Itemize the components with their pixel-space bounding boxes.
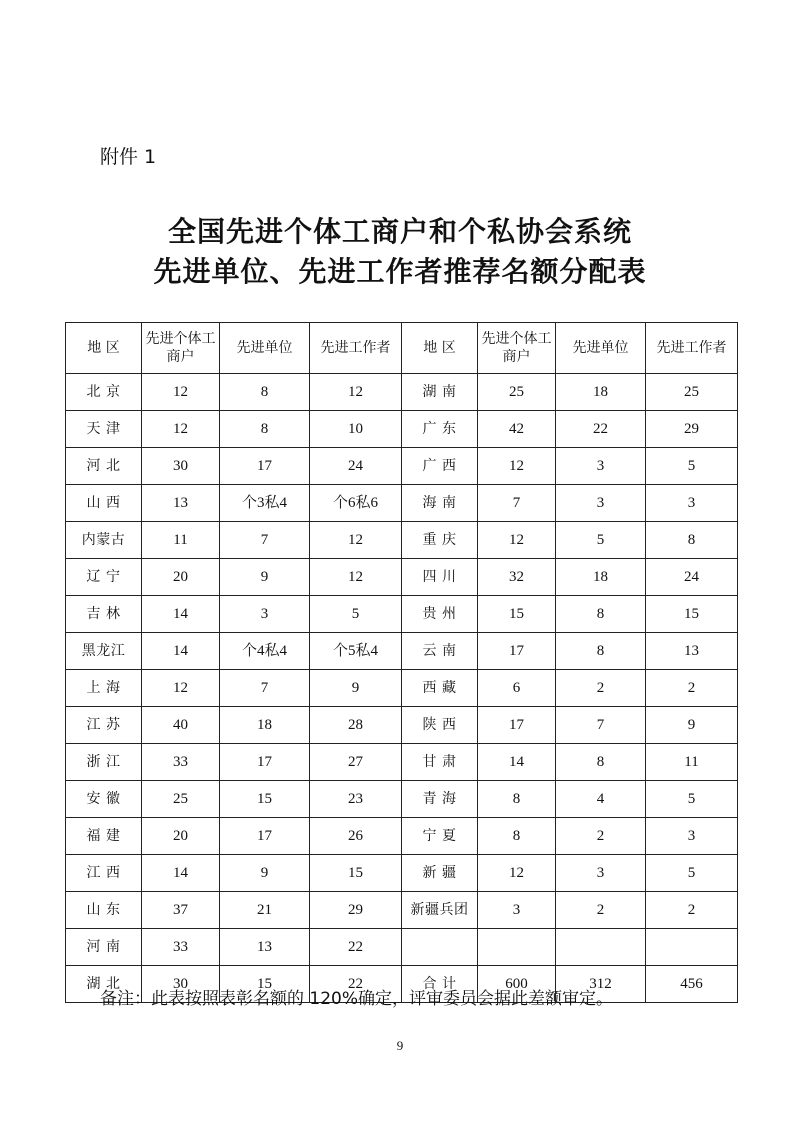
value-cell: 600 xyxy=(478,966,556,1003)
value-cell: 33 xyxy=(142,744,220,781)
value-cell: 8 xyxy=(478,818,556,855)
value-cell: 11 xyxy=(142,522,220,559)
region-cell: 宁 夏 xyxy=(402,818,478,855)
value-cell: 8 xyxy=(478,781,556,818)
value-cell xyxy=(646,929,738,966)
column-header: 先进工作者 xyxy=(310,323,402,374)
value-cell: 18 xyxy=(556,374,646,411)
value-cell: 21 xyxy=(220,892,310,929)
region-cell: 海 南 xyxy=(402,485,478,522)
value-cell: 2 xyxy=(556,892,646,929)
value-cell: 456 xyxy=(646,966,738,1003)
value-cell: 10 xyxy=(310,411,402,448)
region-cell: 青 海 xyxy=(402,781,478,818)
value-cell: 25 xyxy=(142,781,220,818)
region-cell: 河 北 xyxy=(66,448,142,485)
column-header: 先进个体工商户 xyxy=(142,323,220,374)
region-cell: 江 苏 xyxy=(66,707,142,744)
value-cell: 37 xyxy=(142,892,220,929)
value-cell: 18 xyxy=(220,707,310,744)
value-cell: 14 xyxy=(142,855,220,892)
value-cell: 5 xyxy=(646,855,738,892)
value-cell: 17 xyxy=(220,818,310,855)
value-cell: 17 xyxy=(220,744,310,781)
value-cell: 7 xyxy=(220,522,310,559)
region-cell: 浙 江 xyxy=(66,744,142,781)
table-row xyxy=(66,448,738,485)
region-cell: 甘 肃 xyxy=(402,744,478,781)
value-cell: 3 xyxy=(220,596,310,633)
value-cell: 30 xyxy=(142,448,220,485)
region-cell: 河 南 xyxy=(66,929,142,966)
value-cell: 5 xyxy=(556,522,646,559)
region-cell: 江 西 xyxy=(66,855,142,892)
table-row xyxy=(66,892,738,929)
value-cell: 30 xyxy=(142,966,220,1003)
value-cell: 14 xyxy=(478,744,556,781)
region-cell: 广 西 xyxy=(402,448,478,485)
region-cell: 山 西 xyxy=(66,485,142,522)
value-cell: 4 xyxy=(556,781,646,818)
value-cell: 15 xyxy=(310,855,402,892)
value-cell: 22 xyxy=(556,411,646,448)
value-cell: 22 xyxy=(310,929,402,966)
value-cell: 17 xyxy=(478,633,556,670)
value-cell: 7 xyxy=(220,670,310,707)
table-row xyxy=(66,929,738,966)
value-cell: 12 xyxy=(310,374,402,411)
value-cell: 24 xyxy=(310,448,402,485)
page-number: 9 xyxy=(396,1038,404,1053)
value-cell: 9 xyxy=(220,559,310,596)
value-cell: 25 xyxy=(478,374,556,411)
region-cell: 贵 州 xyxy=(402,596,478,633)
value-cell: 20 xyxy=(142,559,220,596)
value-cell: 12 xyxy=(310,522,402,559)
value-cell: 40 xyxy=(142,707,220,744)
value-cell: 17 xyxy=(220,448,310,485)
value-cell: 13 xyxy=(646,633,738,670)
table-row xyxy=(66,374,738,411)
value-cell: 12 xyxy=(478,448,556,485)
table-header-row xyxy=(66,323,738,374)
value-cell: 32 xyxy=(478,559,556,596)
value-cell: 8 xyxy=(646,522,738,559)
region-cell: 西 藏 xyxy=(402,670,478,707)
table-row xyxy=(66,559,738,596)
value-cell: 27 xyxy=(310,744,402,781)
value-cell: 17 xyxy=(478,707,556,744)
region-cell: 湖 南 xyxy=(402,374,478,411)
value-cell: 2 xyxy=(556,670,646,707)
region-cell: 内蒙古 xyxy=(66,522,142,559)
value-cell: 42 xyxy=(478,411,556,448)
table-row xyxy=(66,744,738,781)
region-cell: 广 东 xyxy=(402,411,478,448)
table-row xyxy=(66,633,738,670)
table-row xyxy=(66,522,738,559)
value-cell: 12 xyxy=(310,559,402,596)
value-cell: 8 xyxy=(220,411,310,448)
region-cell: 合 计 xyxy=(402,966,478,1003)
column-header: 先进单位 xyxy=(220,323,310,374)
value-cell: 5 xyxy=(646,781,738,818)
region-cell: 湖 北 xyxy=(66,966,142,1003)
region-cell xyxy=(402,929,478,966)
region-cell: 山 东 xyxy=(66,892,142,929)
value-cell: 13 xyxy=(142,485,220,522)
value-cell: 8 xyxy=(220,374,310,411)
value-cell: 23 xyxy=(310,781,402,818)
region-cell: 云 南 xyxy=(402,633,478,670)
value-cell: 5 xyxy=(646,448,738,485)
allocation-table xyxy=(65,322,738,1003)
value-cell: 12 xyxy=(142,374,220,411)
region-cell: 福 建 xyxy=(66,818,142,855)
value-cell: 3 xyxy=(646,485,738,522)
value-cell: 26 xyxy=(310,818,402,855)
table-row xyxy=(66,855,738,892)
value-cell: 个3私4 xyxy=(220,485,310,522)
value-cell: 15 xyxy=(220,966,310,1003)
value-cell xyxy=(478,929,556,966)
column-header: 先进个体工商户 xyxy=(478,323,556,374)
value-cell: 33 xyxy=(142,929,220,966)
value-cell: 7 xyxy=(478,485,556,522)
region-cell: 辽 宁 xyxy=(66,559,142,596)
value-cell: 3 xyxy=(478,892,556,929)
column-header: 地 区 xyxy=(402,323,478,374)
region-cell: 上 海 xyxy=(66,670,142,707)
region-cell: 重 庆 xyxy=(402,522,478,559)
footnote: 备注：此表按照表彰名额的 120%确定，评审委员会据此差额审定。 xyxy=(100,989,614,1009)
value-cell: 25 xyxy=(646,374,738,411)
region-cell: 黑龙江 xyxy=(66,633,142,670)
value-cell: 22 xyxy=(310,966,402,1003)
value-cell: 12 xyxy=(478,855,556,892)
column-header: 地 区 xyxy=(66,323,142,374)
value-cell: 13 xyxy=(220,929,310,966)
table-row xyxy=(66,670,738,707)
value-cell: 14 xyxy=(142,596,220,633)
value-cell: 24 xyxy=(646,559,738,596)
value-cell: 15 xyxy=(478,596,556,633)
value-cell: 8 xyxy=(556,633,646,670)
value-cell: 7 xyxy=(556,707,646,744)
value-cell: 29 xyxy=(646,411,738,448)
value-cell: 11 xyxy=(646,744,738,781)
value-cell: 3 xyxy=(556,855,646,892)
value-cell: 2 xyxy=(556,818,646,855)
value-cell: 28 xyxy=(310,707,402,744)
value-cell: 个5私4 xyxy=(310,633,402,670)
value-cell: 2 xyxy=(646,892,738,929)
table-row xyxy=(66,781,738,818)
value-cell: 15 xyxy=(220,781,310,818)
value-cell: 个6私6 xyxy=(310,485,402,522)
value-cell: 3 xyxy=(556,448,646,485)
value-cell: 9 xyxy=(220,855,310,892)
value-cell: 2 xyxy=(646,670,738,707)
region-cell: 四 川 xyxy=(402,559,478,596)
region-cell: 北 京 xyxy=(66,374,142,411)
value-cell: 9 xyxy=(646,707,738,744)
value-cell: 15 xyxy=(646,596,738,633)
value-cell xyxy=(556,929,646,966)
region-cell: 吉 林 xyxy=(66,596,142,633)
region-cell: 天 津 xyxy=(66,411,142,448)
table-row xyxy=(66,818,738,855)
value-cell: 3 xyxy=(556,485,646,522)
value-cell: 8 xyxy=(556,596,646,633)
value-cell: 312 xyxy=(556,966,646,1003)
attachment-label: 附件 1 xyxy=(100,146,157,168)
value-cell: 20 xyxy=(142,818,220,855)
region-cell: 陕 西 xyxy=(402,707,478,744)
value-cell: 12 xyxy=(142,670,220,707)
region-cell: 新 疆 xyxy=(402,855,478,892)
value-cell: 8 xyxy=(556,744,646,781)
value-cell: 5 xyxy=(310,596,402,633)
value-cell: 9 xyxy=(310,670,402,707)
value-cell: 29 xyxy=(310,892,402,929)
table-row xyxy=(66,596,738,633)
value-cell: 12 xyxy=(142,411,220,448)
value-cell: 12 xyxy=(478,522,556,559)
region-cell: 安 徽 xyxy=(66,781,142,818)
column-header: 先进单位 xyxy=(556,323,646,374)
table-row xyxy=(66,411,738,448)
title-line-2: 先进单位、先进工作者推荐名额分配表 xyxy=(153,255,647,288)
value-cell: 个4私4 xyxy=(220,633,310,670)
value-cell: 6 xyxy=(478,670,556,707)
region-cell: 新疆兵团 xyxy=(402,892,478,929)
value-cell: 3 xyxy=(646,818,738,855)
title-line-1: 全国先进个体工商户和个私协会系统 xyxy=(167,215,632,248)
value-cell: 14 xyxy=(142,633,220,670)
table-row xyxy=(66,707,738,744)
table-row xyxy=(66,485,738,522)
value-cell: 18 xyxy=(556,559,646,596)
column-header: 先进工作者 xyxy=(646,323,738,374)
